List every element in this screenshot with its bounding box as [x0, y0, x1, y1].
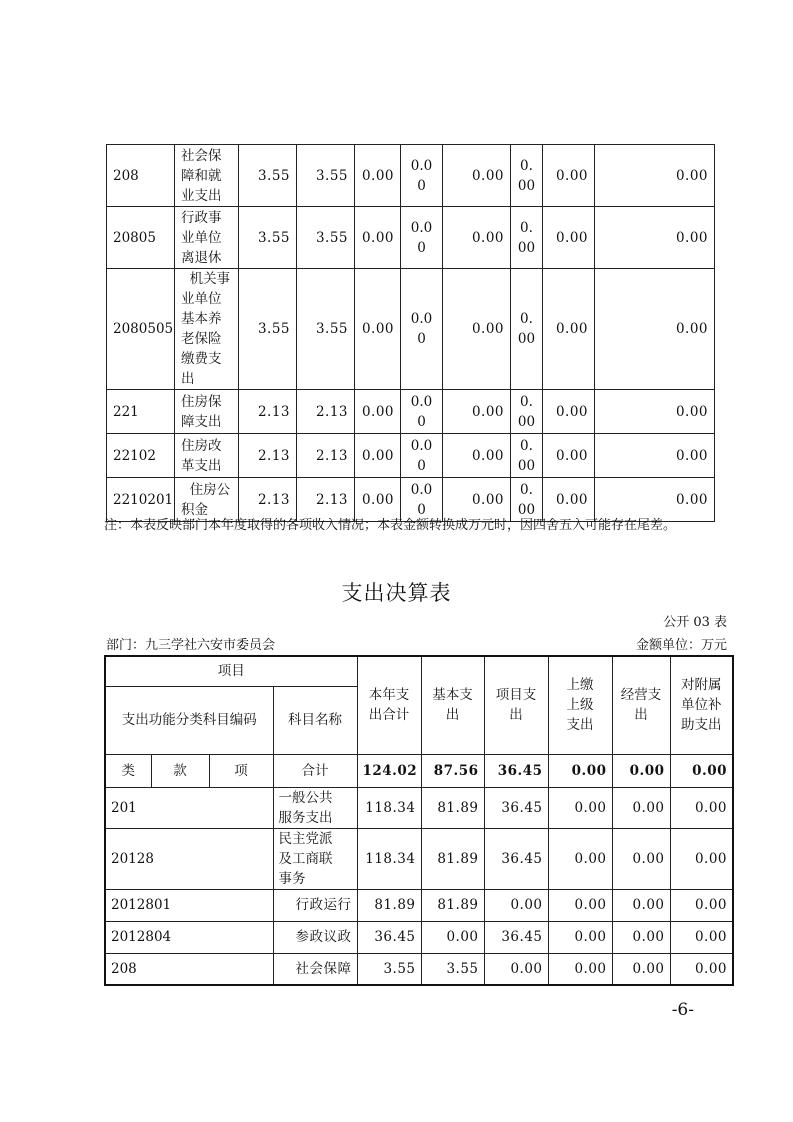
row-value: 3.55 — [239, 145, 297, 207]
row-subject-name: 行政事 业单位 离退休 — [175, 207, 239, 269]
row-value: 3.55 — [239, 269, 297, 390]
header-lei: 类 — [105, 754, 151, 787]
row-subject-name: 社会保障 — [273, 953, 357, 985]
table-row — [105, 787, 733, 828]
row-value: 118.34 — [357, 787, 421, 828]
row-subject-name: 住房公 积金 — [175, 478, 239, 522]
row-value: 0.0 0 — [401, 390, 443, 434]
row-value: 0.0 0 — [401, 478, 443, 522]
row-code: 20805 — [107, 207, 175, 269]
row-subject-name: 一般公共 服务支出 — [273, 787, 357, 828]
row-value: 0. 00 — [511, 207, 543, 269]
row-code: 208 — [105, 953, 273, 985]
row-code: 2012804 — [105, 921, 273, 953]
row-value: 0.00 — [548, 787, 612, 828]
total-c1: 124.02 — [357, 754, 421, 787]
row-value: 3.55 — [297, 207, 355, 269]
row-value: 0.00 — [548, 889, 612, 921]
row-value: 36.45 — [484, 828, 548, 889]
expenditure-table-title: 支出决算表 — [341, 581, 452, 605]
row-value: 0.00 — [595, 390, 715, 434]
header-project: 项目 — [105, 656, 357, 686]
total-c6: 0.00 — [670, 754, 733, 787]
row-value: 0.00 — [443, 434, 511, 478]
row-value: 0.00 — [355, 145, 401, 207]
row-value: 0.00 — [670, 828, 733, 889]
row-subject-name: 参政议政 — [273, 921, 357, 953]
row-value: 0.0 0 — [401, 207, 443, 269]
header-business-expense: 经营支 出 — [612, 656, 670, 754]
row-value: 0.00 — [484, 953, 548, 985]
row-value: 0.00 — [443, 478, 511, 522]
row-value: 0.00 — [595, 145, 715, 207]
row-value: 2.13 — [297, 434, 355, 478]
header-remit-superior: 上缴 上级 支出 — [548, 656, 612, 754]
row-value: 81.89 — [357, 889, 421, 921]
row-code: 221 — [107, 390, 175, 434]
table-row — [107, 390, 715, 434]
row-value: 0.00 — [443, 390, 511, 434]
row-value: 2.13 — [239, 434, 297, 478]
row-value: 0.00 — [355, 207, 401, 269]
header-basic-expense: 基本支 出 — [421, 656, 484, 754]
row-value: 0.00 — [670, 953, 733, 985]
expenditure-table-body — [105, 656, 733, 985]
row-value: 0.00 — [443, 269, 511, 390]
row-value: 2.13 — [239, 478, 297, 522]
row-value: 0.00 — [543, 145, 595, 207]
row-value: 81.89 — [421, 889, 484, 921]
row-value: 0.00 — [355, 478, 401, 522]
row-subject-name: 民主党派 及工商联 事务 — [273, 828, 357, 889]
row-value: 3.55 — [357, 953, 421, 985]
income-table-continued — [106, 144, 715, 522]
row-value: 3.55 — [297, 269, 355, 390]
row-value: 0.00 — [670, 921, 733, 953]
row-value: 0.00 — [595, 269, 715, 390]
header-project-expense: 项目支 出 — [484, 656, 548, 754]
income-table-body — [107, 145, 715, 522]
row-value: 0.00 — [421, 921, 484, 953]
department-label: 部门：九三学社六安市委员会 — [106, 638, 276, 653]
table-row — [107, 145, 715, 207]
row-code: 2210201 — [107, 478, 175, 522]
row-value: 0.00 — [543, 390, 595, 434]
row-code: 2080505 — [107, 269, 175, 390]
row-value: 0.00 — [355, 390, 401, 434]
total-c2: 87.56 — [421, 754, 484, 787]
total-c3: 36.45 — [484, 754, 548, 787]
header-function-code: 支出功能分类科目编码 — [105, 686, 273, 754]
row-code: 208 — [107, 145, 175, 207]
row-value: 0.00 — [484, 889, 548, 921]
row-code: 22102 — [107, 434, 175, 478]
row-value: 36.45 — [484, 787, 548, 828]
row-value: 3.55 — [239, 207, 297, 269]
row-value: 0.00 — [443, 145, 511, 207]
row-subject-name: 住房保 障支出 — [175, 390, 239, 434]
row-value: 0.00 — [670, 889, 733, 921]
header-xiang: 项 — [209, 754, 273, 787]
row-code: 201 — [105, 787, 273, 828]
header-kuan: 款 — [151, 754, 209, 787]
row-value: 0.00 — [548, 953, 612, 985]
row-value: 0. 00 — [511, 478, 543, 522]
table-row — [107, 434, 715, 478]
row-value: 0.00 — [443, 207, 511, 269]
row-value: 3.55 — [421, 953, 484, 985]
row-value: 0.0 0 — [401, 269, 443, 390]
row-value: 0.00 — [612, 953, 670, 985]
table-row — [105, 828, 733, 889]
row-value: 0.00 — [543, 269, 595, 390]
row-value: 2.13 — [239, 390, 297, 434]
row-value: 0.00 — [612, 787, 670, 828]
row-value: 0.00 — [548, 828, 612, 889]
row-value: 0.00 — [595, 478, 715, 522]
row-value: 0.00 — [612, 889, 670, 921]
table-row — [105, 921, 733, 953]
amount-unit-label: 金额单位：万元 — [635, 638, 727, 653]
table-row — [107, 269, 715, 390]
row-value: 0.0 0 — [401, 145, 443, 207]
row-value: 0.00 — [595, 207, 715, 269]
row-subject-name: 住房改 革支出 — [175, 434, 239, 478]
header-total-expense: 本年支 出合计 — [357, 656, 421, 754]
row-value: 0. 00 — [511, 390, 543, 434]
row-value: 0.00 — [670, 787, 733, 828]
header-subsidiary-subsidy: 对附属 单位补 助支出 — [670, 656, 733, 754]
row-value: 0.00 — [355, 269, 401, 390]
row-value: 0.00 — [543, 478, 595, 522]
row-subject-name: 行政运行 — [273, 889, 357, 921]
row-value: 0.00 — [355, 434, 401, 478]
row-value: 2.13 — [297, 390, 355, 434]
page-number: -6- — [671, 1000, 694, 1020]
row-subject-name: 机关事 业单位 基本养 老保险 缴费支 出 — [175, 269, 239, 390]
row-value: 0.00 — [543, 434, 595, 478]
row-value: 0.0 0 — [401, 434, 443, 478]
row-value: 0.00 — [612, 828, 670, 889]
row-value: 81.89 — [421, 787, 484, 828]
row-value: 36.45 — [484, 921, 548, 953]
row-value: 0. 00 — [511, 145, 543, 207]
table-row — [105, 889, 733, 921]
table-row — [105, 953, 733, 985]
row-value: 81.89 — [421, 828, 484, 889]
row-value: 118.34 — [357, 828, 421, 889]
form-code: 公开 03 表 — [663, 615, 727, 630]
row-value: 3.55 — [297, 145, 355, 207]
row-subject-name: 社会保 障和就 业支出 — [175, 145, 239, 207]
row-code: 2012801 — [105, 889, 273, 921]
total-label: 合计 — [273, 754, 357, 787]
row-value: 0.00 — [543, 207, 595, 269]
row-value: 0.00 — [612, 921, 670, 953]
row-value: 0. 00 — [511, 434, 543, 478]
row-value: 0.00 — [595, 434, 715, 478]
row-code: 20128 — [105, 828, 273, 889]
total-c4: 0.00 — [548, 754, 612, 787]
row-value: 2.13 — [297, 478, 355, 522]
row-value: 0. 00 — [511, 269, 543, 390]
total-c5: 0.00 — [612, 754, 670, 787]
row-value: 0.00 — [548, 921, 612, 953]
expenditure-table — [104, 655, 734, 986]
row-value: 36.45 — [357, 921, 421, 953]
table-note: 注：本表反映部门本年度取得的各项收入情况；本表金额转换成万元时，因四舍五入可能存在尾差。 — [104, 518, 677, 533]
table-row — [107, 207, 715, 269]
header-subject-name: 科目名称 — [273, 686, 357, 754]
